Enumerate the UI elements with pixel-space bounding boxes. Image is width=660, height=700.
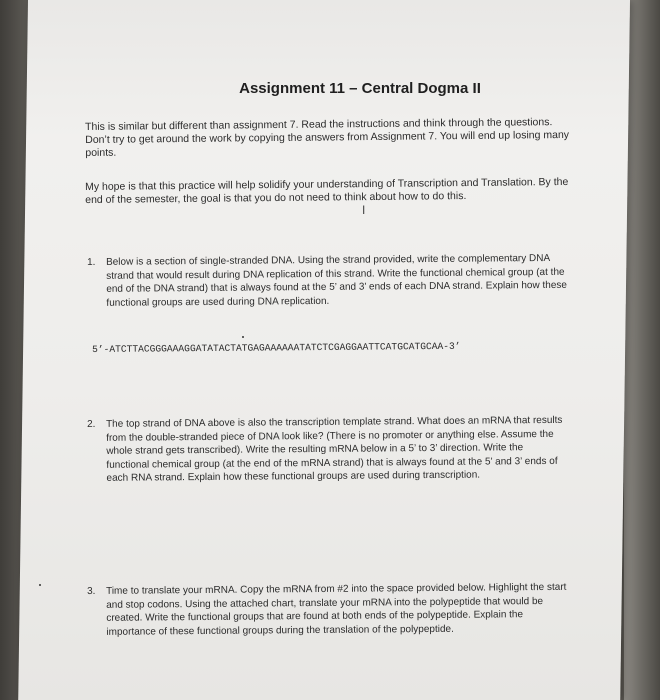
question-text: Below is a section of single-stranded DNA. Using the strand provided, write the complementary DNA strand that would result during DNA replication of this strand. Write the functional chemical group (at the end of the DNA strand) that is always found at the 5’ and 3’ ends of each DNA strand. Explain how these functional groups are used during DNA replication. [106,252,567,309]
intro-paragraph-2: My hope is that this practice will help solidify your understanding of Transcription and Translation. By the end of the semester, the goal is that you do not need to think about how to do this. [85,175,569,206]
paper-speck [242,336,244,338]
question-3 [87,581,567,639]
text-cursor-icon: I [362,203,366,217]
question-number: 2. [87,418,96,430]
intro-paragraph-1: This is similar but different than assignment 7. Read the instructions and think through the questions. Don’t try to get around the work by copying the answers from Assignment 7. You will end up losing many points. [85,116,570,159]
question-1 [87,252,567,310]
question-text: The top strand of DNA above is also the transcription template strand. What does an mRNA that results from the double-stranded piece of DNA look like? (There is no promoter or anything else. Assume the whole strand gets transcribed). Write the resulting mRNA below in a 5’ to 3’ direction. Write the functional chemical group (at the end of the mRNA strand) that is always found at the 5’ and 3’ ends of each RNA strand. Explain how these functional groups are used during transcription. [106,414,563,484]
paper-speck [39,584,41,586]
page-title: Assignment 11 – Central Dogma II [239,80,481,97]
question-text: Time to translate your mRNA. Copy the mRNA from #2 into the space provided below. Highlight the start and stop codons. Using the attached chart, translate your mRNA into the polypeptide that would be created. Write the functional groups that are found at both ends of the polypeptide. Explain the importance of these functional groups during the translation of the polypeptide. [106,581,567,638]
question-number: 3. [87,585,96,597]
question-number: 1. [87,256,96,268]
question-2 [87,414,568,486]
dna-sequence: 5’-ATCTTACGGGAAAGGATATACTATGAGAAAAAATATCTCGAGGAATTCATGCATGCAA-3’ [92,340,461,355]
